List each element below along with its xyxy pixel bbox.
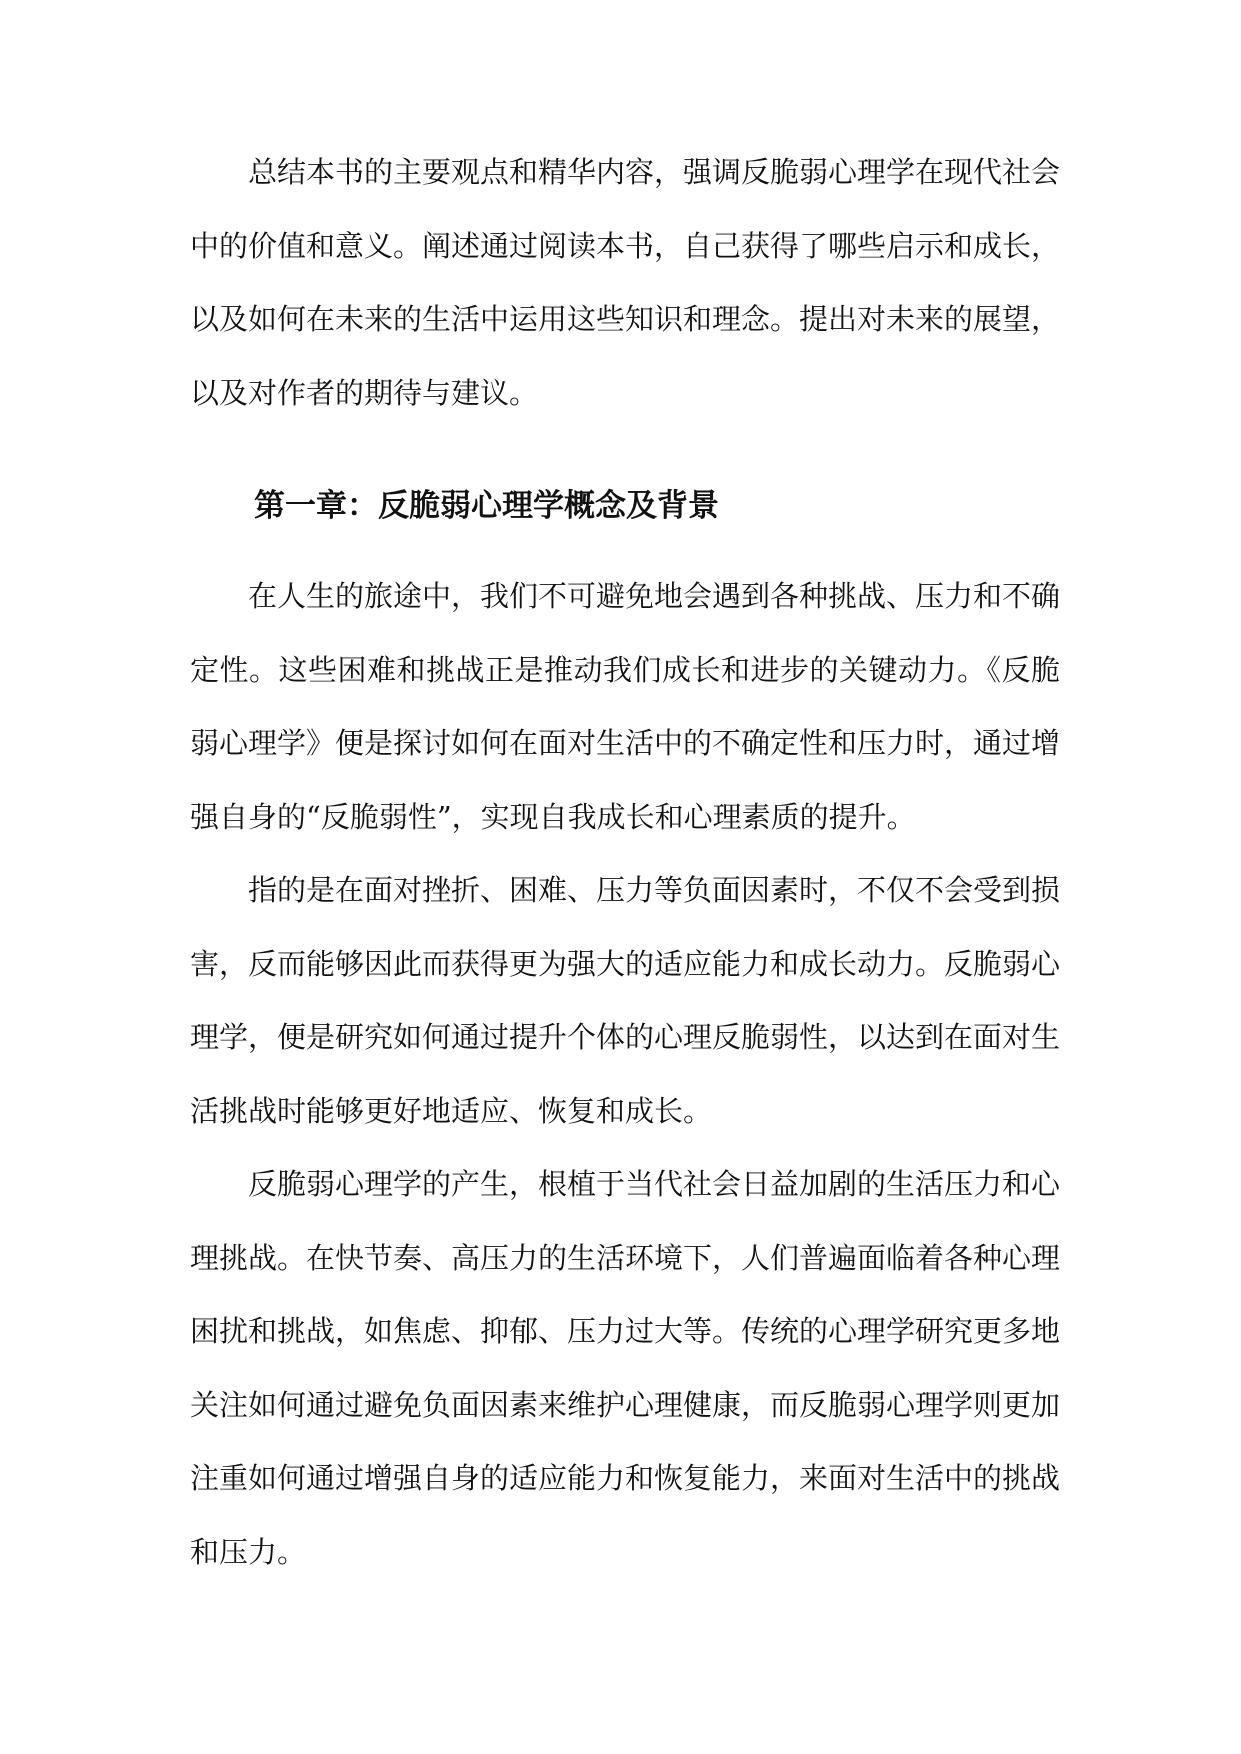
intro-paragraph: 总结本书的主要观点和精华内容，强调反脆弱心理学在现代社会中的价值和意义。阐述通过阅读本书，自己获得了哪些启示和成长，以及如何在未来的生活中运用这些知识和理念。提出对未来的展望，以及对作者的期待与建议。 [190,155,1061,410]
paragraph-3: 反脆弱心理学的产生，根植于当代社会日益加剧的生活压力和心理挑战。在快节奏、高压力的生活环境下，人们普遍面临着各种心理困扰和挑战，如焦虑、抑郁、压力过大等。传统的心理学研究更多地关注如何通过避免负面因素来维护心理健康，而反脆弱心理学则更加注重如何通过增强自身的适应能力和恢复能力，来面对生活中的挑战和压力。 [190,1167,1061,1569]
paragraph-2: 指的是在面对挫折、困难、压力等负面因素时，不仅不会受到损害，反而能够因此而获得更为强大的适应能力和成长动力。反脆弱心理学，便是研究如何通过提升个体的心理反脆弱性，以达到在面对生活挑战时能够更好地适应、恢复和成长。 [190,873,1061,1128]
paragraph-1: 在人生的旅途中，我们不可避免地会遇到各种挑战、压力和不确定性。这些困难和挑战正是推动我们成长和进步的关键动力。《反脆弱心理学》便是探讨如何在面对生活中的不确定性和压力时，通过增强自身的“反脆弱性”，实现自我成长和心理素质的提升。 [190,579,1061,834]
chapter-title: 第一章：反脆弱心理学概念及背景 [254,488,719,524]
